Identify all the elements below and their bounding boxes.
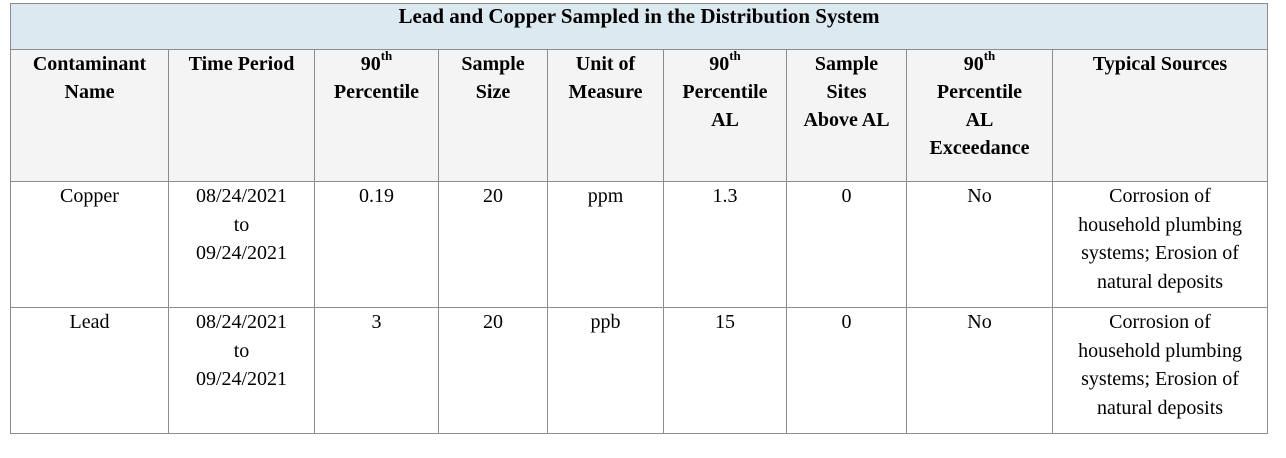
cell-sample-size: 20 xyxy=(439,308,548,434)
header-time-period: Time Period xyxy=(169,50,315,182)
cell-90th-percentile-al: 15 xyxy=(664,308,787,434)
cell-sites-above-al: 0 xyxy=(787,182,907,308)
header-sample-size: Sample Size xyxy=(439,50,548,182)
cell-90th-percentile-al: 1.3 xyxy=(664,182,787,308)
cell-contaminant: Lead xyxy=(11,308,169,434)
lead-copper-table xyxy=(10,3,1268,434)
header-sample-sites-above-al: Sample Sites Above AL xyxy=(787,50,907,182)
header-90th-percentile-al-exceedance: 90th Percentile AL Exceedance xyxy=(907,50,1053,182)
table-title: Lead and Copper Sampled in the Distribution System xyxy=(11,4,1268,50)
header-row xyxy=(11,50,1268,182)
cell-sample-size: 20 xyxy=(439,182,548,308)
header-90th-percentile: 90th Percentile xyxy=(315,50,439,182)
table-row xyxy=(11,182,1268,308)
cell-90th-percentile: 0.19 xyxy=(315,182,439,308)
header-unit-of-measure: Unit of Measure xyxy=(548,50,664,182)
cell-unit: ppm xyxy=(548,182,664,308)
cell-time-period: 08/24/2021 to 09/24/2021 xyxy=(169,308,315,434)
cell-typical-sources: Corrosion of household plumbing systems; Erosion of natural deposits xyxy=(1053,182,1268,308)
header-contaminant-name: Contaminant Name xyxy=(11,50,169,182)
header-typical-sources: Typical Sources xyxy=(1053,50,1268,182)
cell-unit: ppb xyxy=(548,308,664,434)
cell-time-period: 08/24/2021 to 09/24/2021 xyxy=(169,182,315,308)
table-title-row xyxy=(11,4,1268,50)
cell-sites-above-al: 0 xyxy=(787,308,907,434)
cell-al-exceedance: No xyxy=(907,182,1053,308)
cell-90th-percentile: 3 xyxy=(315,308,439,434)
cell-contaminant: Copper xyxy=(11,182,169,308)
cell-typical-sources: Corrosion of household plumbing systems; Erosion of natural deposits xyxy=(1053,308,1268,434)
table-row xyxy=(11,308,1268,434)
header-90th-percentile-al: 90th Percentile AL xyxy=(664,50,787,182)
cell-al-exceedance: No xyxy=(907,308,1053,434)
